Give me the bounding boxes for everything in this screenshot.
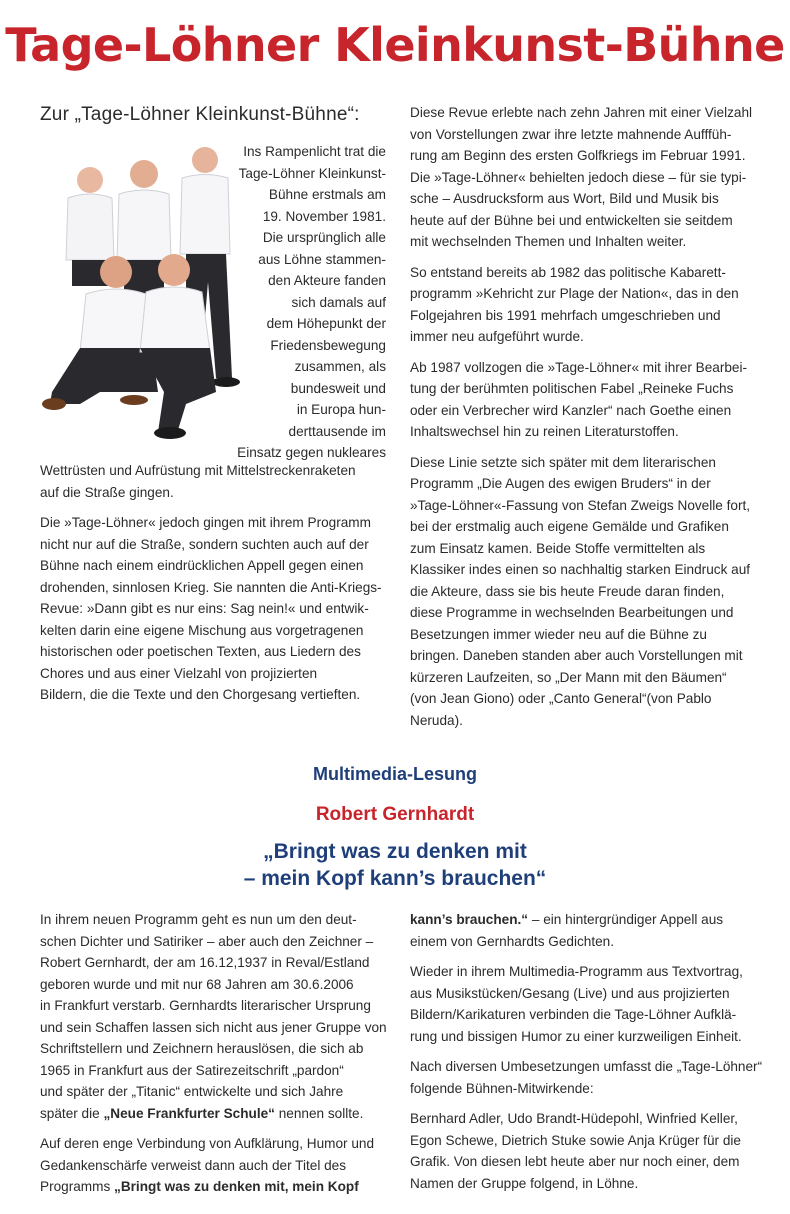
text-line bbox=[40, 1103, 386, 1125]
intro-line: Bühne erstmals am bbox=[268, 187, 386, 202]
paragraph bbox=[410, 357, 762, 443]
text-line: Neruda). bbox=[410, 712, 463, 728]
text-line: Inhaltswechsel hin zu reinen Literaturstoffen. bbox=[410, 424, 679, 439]
text-fragment: nennen sollte. bbox=[274, 1105, 364, 1121]
bottom-right-text bbox=[410, 909, 762, 1203]
paragraph bbox=[410, 452, 762, 732]
text-line: von Vorstellungen zwar ihre letzte mahnende Aufffüh- bbox=[410, 126, 732, 142]
intro-line: den Akteure fanden bbox=[268, 273, 386, 288]
text-line: Auf deren enge Verbindung von Aufklärung, Humor und bbox=[40, 1136, 375, 1151]
text-line: auf die Straße gingen. bbox=[40, 484, 174, 500]
program-name-bold: „Bringt was zu denken mit, mein Kopf bbox=[114, 1179, 359, 1194]
text-line: mit wechselnden Themen und Inhalten weiter. bbox=[410, 234, 687, 249]
text-line: oder ein Verbrecher wird Kanzler“ nach Goethe einen bbox=[410, 402, 732, 418]
text-line: programm »Kehricht zur Plage der Nation«, das in den bbox=[410, 286, 739, 301]
paragraph bbox=[40, 512, 386, 706]
paragraph bbox=[410, 1108, 762, 1194]
text-line: Revue: »Dann gibt es nur eins: Sag nein!« und entwik- bbox=[40, 601, 369, 616]
text-line: Diese Revue erlebte nach zehn Jahren mit einer Vielzahl bbox=[410, 105, 753, 120]
paragraph bbox=[40, 460, 386, 503]
text-line: So entstand bereits ab 1982 das politische Kabarett- bbox=[410, 264, 726, 280]
text-line: die Akteure, dass sie bis heute Freude daran finden, bbox=[410, 583, 725, 599]
text-line: Chores und aus einer Vielzahl von projizierten bbox=[40, 665, 318, 681]
text-line: aus Musikstücken/Gesang (Live) und aus projizierten bbox=[410, 985, 730, 1001]
program-title-line: – mein Kopf kann’s brauchen“ bbox=[243, 867, 547, 890]
text-fragment: Programms bbox=[40, 1179, 115, 1194]
author-heading: Robert Gernhardt bbox=[315, 804, 475, 825]
program-title bbox=[0, 838, 790, 892]
intro-line: Friedensbewegung bbox=[270, 337, 386, 353]
text-line: Egon Schewe, Dietrich Stuke sowie Anja Krüger für die bbox=[410, 1132, 741, 1148]
intro-line: Einsatz gegen nukleares bbox=[237, 445, 386, 460]
bottom-left-text bbox=[40, 909, 386, 1207]
text-line: In ihrem neuen Programm geht es nun um den deut- bbox=[40, 912, 357, 927]
text-line: bringen. Daneben standen aber auch Vorstellungen mit bbox=[410, 648, 743, 663]
text-line: rung und bissigen Humor zu einer kurzweiligen Einheit. bbox=[410, 1028, 742, 1044]
text-line: nicht nur auf die Straße, sondern suchten auch auf der bbox=[40, 536, 369, 552]
text-line: Gedankenschärfe verweist dann auch der Titel des bbox=[40, 1157, 347, 1173]
text-line: Besetzungen immer wieder neu auf die Bühne zu bbox=[410, 626, 707, 642]
text-fragment: – ein hintergründiger Appell aus bbox=[528, 912, 724, 927]
text-line: schen Dichter und Satiriker – aber auch den Zeichner – bbox=[40, 933, 374, 949]
section-subheading: Zur „Tage-Löhner Kleinkunst-Bühne“: bbox=[40, 104, 360, 125]
text-line: historischen oder poetischen Texten, aus Liedern des bbox=[40, 644, 361, 659]
school-name: „Neue Frankfurter Schule“ bbox=[103, 1105, 275, 1121]
paragraph bbox=[410, 961, 762, 1047]
text-line: Namen der Gruppe folgend, in Löhne. bbox=[410, 1175, 639, 1191]
intro-line: aus Löhne stammen- bbox=[258, 251, 386, 267]
text-line: »Tage-Löhner«-Fassung von Stefan Zweigs Novelle fort, bbox=[410, 497, 751, 513]
paragraph bbox=[410, 102, 762, 253]
text-line: sche – Ausdrucksform aus Wort, Bild und Musik bis bbox=[410, 191, 719, 206]
text-line: Ab 1987 vollzogen die »Tage-Löhner« mit ihrer Bearbei- bbox=[410, 359, 748, 375]
text-line: diese Programme in wechselnden Bearbeitungen und bbox=[410, 605, 734, 620]
text-line: kelten darin eine eigene Mischung aus vorgetragenen bbox=[40, 622, 364, 638]
intro-line: Die ursprünglich alle bbox=[262, 230, 386, 245]
intro-line: sich damals auf bbox=[291, 294, 386, 310]
program-name-bold: kann’s brauchen.“ bbox=[410, 912, 529, 927]
text-line: Wettrüsten und Aufrüstung mit Mittelstreckenraketen bbox=[40, 463, 356, 478]
text-line: tung der berühmten politischen Fabel „Reineke Fuchs bbox=[410, 381, 734, 396]
paragraph bbox=[410, 1056, 762, 1099]
paragraph bbox=[40, 909, 386, 1124]
intro-line: derttausende im bbox=[288, 423, 386, 439]
text-line: Folgejahren bis 1991 mehrfach umgeschrieben und bbox=[410, 307, 721, 323]
text-line: heute auf der Bühne bei und entwickelten sie seitdem bbox=[410, 212, 733, 228]
text-line: und später der „Titanic“ entwickelte und sich Jahre bbox=[40, 1084, 344, 1099]
text-line bbox=[410, 909, 762, 931]
text-line: rung am Beginn des ersten Golfkriegs im Februar 1991. bbox=[410, 148, 746, 163]
right-column-text bbox=[410, 102, 762, 740]
text-line: zum Einsatz kamen. Beide Stoffe vermittelten als bbox=[410, 540, 706, 556]
text-line: (von Jean Giono) oder „Canto General“(von Pablo bbox=[410, 691, 712, 706]
text-line: kürzeren Laufzeiten, so „Der Mann mit den Bäumen“ bbox=[410, 669, 727, 685]
text-line: Wieder in ihrem Multimedia-Programm aus Textvortrag, bbox=[410, 964, 743, 979]
text-line: Grafik. Von diesen lebt heute aber nur noch einer, dem bbox=[410, 1154, 740, 1169]
intro-line: 19. November 1981. bbox=[262, 208, 386, 224]
paragraph bbox=[410, 262, 762, 348]
event-type-heading: Multimedia-Lesung bbox=[312, 764, 477, 784]
text-line: Bernhard Adler, Udo Brandt-Hüdepohl, Winfried Keller, bbox=[410, 1111, 738, 1126]
text-line: Programm „Die Augen des ewigen Bruders“ in der bbox=[410, 476, 711, 491]
paragraph bbox=[40, 1133, 386, 1198]
intro-line: dem Höhepunkt der bbox=[266, 316, 386, 331]
text-line: und sein Schaffen lassen sich nicht aus jener Gruppe von bbox=[40, 1019, 387, 1035]
text-line: Bildern, die die Texte und den Chorgesang vertieften. bbox=[40, 687, 361, 702]
text-line: Diese Linie setzte sich später mit dem literarischen bbox=[410, 454, 716, 470]
text-line: Robert Gernhardt, der am 16.12,1937 in Reval/Estland bbox=[40, 955, 370, 970]
intro-line: Ins Rampenlicht trat die bbox=[243, 144, 386, 159]
text-line bbox=[40, 1176, 386, 1198]
text-line: geboren wurde und mit nur 68 Jahren am 30.6.2006 bbox=[40, 976, 354, 992]
paragraph bbox=[410, 909, 762, 952]
text-line: 1965 in Frankfurt aus der Satirezeitschrift „pardon“ bbox=[40, 1062, 344, 1078]
text-line: drohenden, sinnlosen Krieg. Sie nannten die Anti-Kriegs- bbox=[40, 579, 382, 595]
text-line: Bühne nach einem eindrücklichen Appell gegen einen bbox=[40, 558, 364, 573]
text-line: in Frankfurt verstarb. Gernhardts literarischer Ursprung bbox=[40, 998, 371, 1013]
text-line: einem von Gernhardts Gedichten. bbox=[410, 933, 615, 949]
intro-text bbox=[200, 141, 386, 464]
text-line: Die »Tage-Löhner« behielten jedoch diese – für sie typi- bbox=[410, 169, 747, 185]
text-fragment: später die bbox=[40, 1105, 104, 1121]
program-title-line: „Bringt was zu denken mit bbox=[263, 840, 527, 863]
text-line: immer neu aufgeführt wurde. bbox=[410, 329, 584, 344]
text-line: Die »Tage-Löhner« jedoch gingen mit ihrem Programm bbox=[40, 515, 371, 530]
intro-line: bundesweit und bbox=[290, 380, 386, 396]
text-line: Schriftstellern und Zeichnern herauslösen, die sich ab bbox=[40, 1041, 364, 1056]
intro-line: Tage-Löhner Kleinkunst- bbox=[238, 165, 386, 181]
text-line: bei der erstmalig auch eigene Gemälde und Grafiken bbox=[410, 519, 729, 534]
page-title: Tage-Löhner Kleinkunst-Bühne bbox=[5, 18, 785, 72]
text-line: Klassiker indes einen so nachhaltig starken Eindruck auf bbox=[410, 562, 751, 577]
intro-line: in Europa hun- bbox=[296, 402, 386, 417]
intro-line: zusammen, als bbox=[294, 359, 386, 374]
text-line: Bildern/Karikaturen verbinden die Tage-Löhner Aufklä- bbox=[410, 1007, 737, 1022]
left-column-text bbox=[40, 460, 386, 715]
text-line: folgende Bühnen-Mitwirkende: bbox=[410, 1080, 594, 1096]
text-line: Nach diversen Umbesetzungen umfasst die „Tage-Löhner“ bbox=[410, 1059, 763, 1074]
